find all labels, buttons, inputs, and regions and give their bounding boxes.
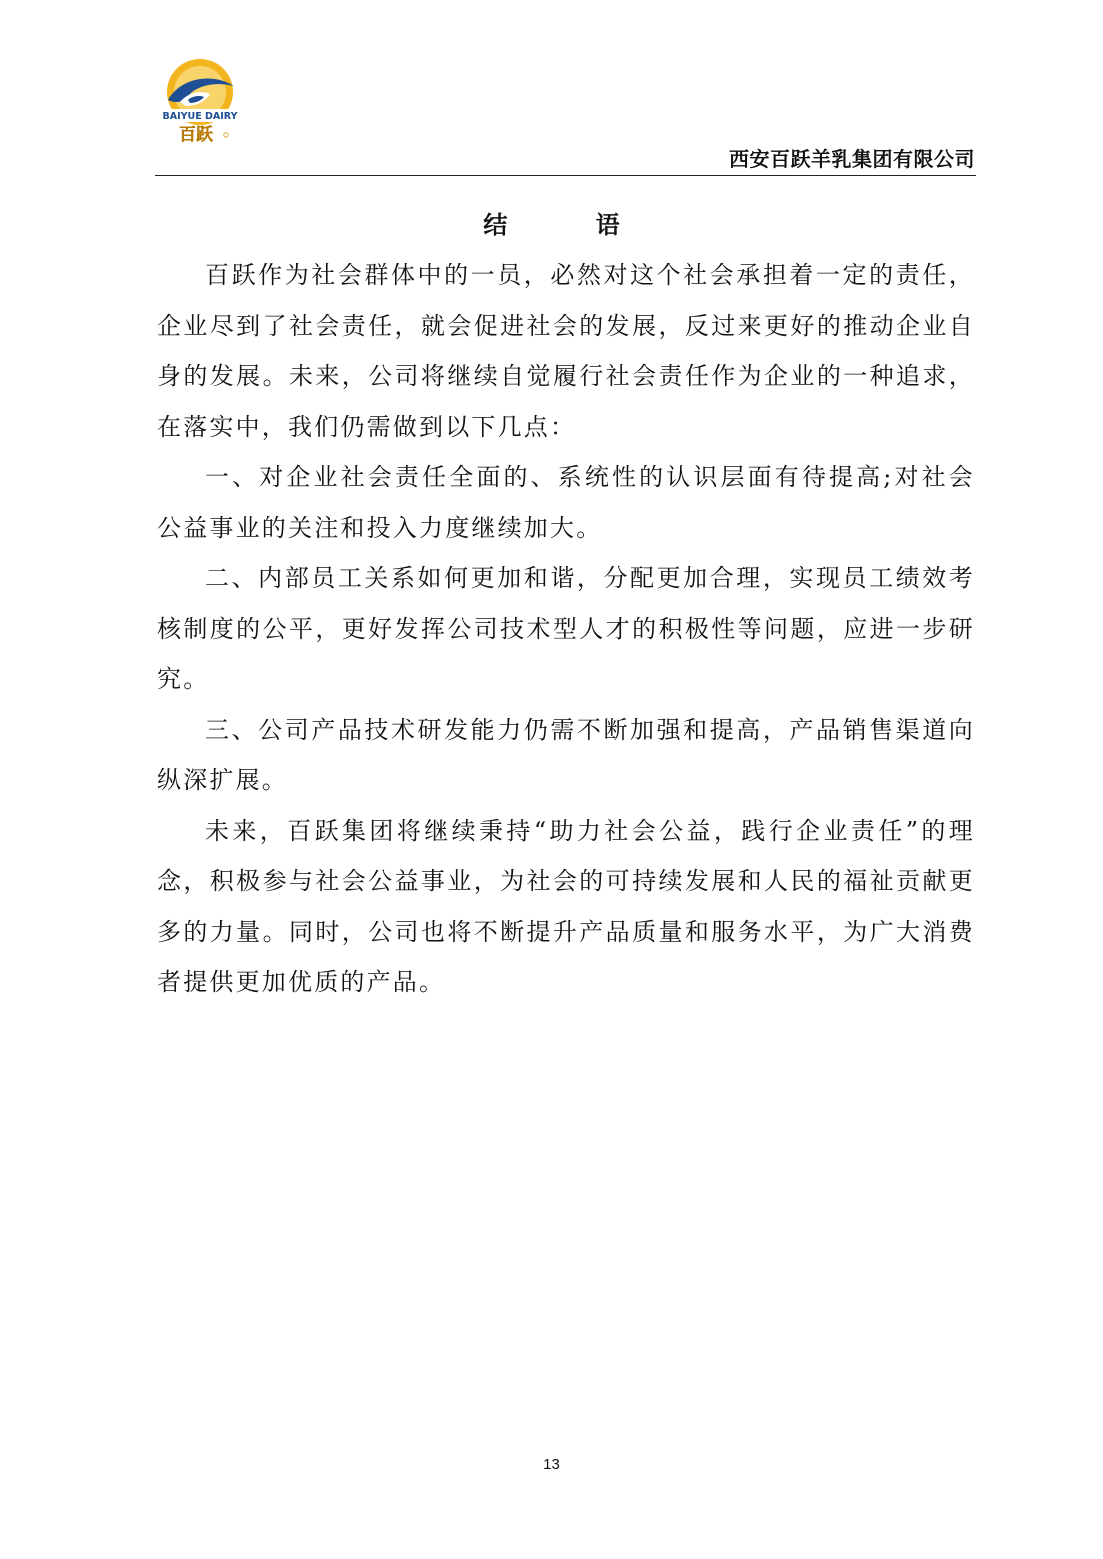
paragraph-intro: 百跃作为社会群体中的一员，必然对这个社会承担着一定的责任，企业尽到了社会责任，就会促进社会的发展，反过来更好的推动企业自身的发展。未来，公司将继续自觉履行社会责任作为企业的一种追求，在落实中，我们仍需做到以下几点： (157, 261, 975, 441)
paragraph-point-one: 一、对企业社会责任全面的、系统性的认识层面有待提高;对社会公益事业的关注和投入力度继续加大。 (157, 463, 975, 542)
paragraph-point-two: 二、内部员工关系如何更加和谐，分配更加合理，实现员工绩效考核制度的公平，更好发挥公司技术型人才的积极性等问题，应进一步研究。 (157, 564, 975, 693)
goat-in-sun-logo-icon (158, 56, 242, 146)
page-title: 结 语 (483, 211, 660, 239)
paragraph-point-three: 三、公司产品技术研发能力仍需不断加强和提高，产品销售渠道向纵深扩展。 (157, 715, 975, 794)
logo-wordmark: BAIYUE DAIRY (162, 111, 238, 122)
page-number: 13 (543, 1456, 560, 1473)
paragraph-conclusion: 未来，百跃集团将继续秉持“助力社会公益，践行企业责任”的理念，积极参与社会公益事业，为社会的可持续发展和人民的福祉贡献更多的力量。同时，公司也将不断提升产品质量和服务水平，为广大消费者提供更加优质的产品。 (157, 816, 975, 996)
company-logo (158, 56, 242, 146)
company-name: 西安百跃羊乳集团有限公司 (729, 147, 975, 171)
header-divider (155, 175, 976, 176)
document-body (157, 250, 975, 1008)
logo-chinese-mark: 百跃 (179, 125, 213, 145)
